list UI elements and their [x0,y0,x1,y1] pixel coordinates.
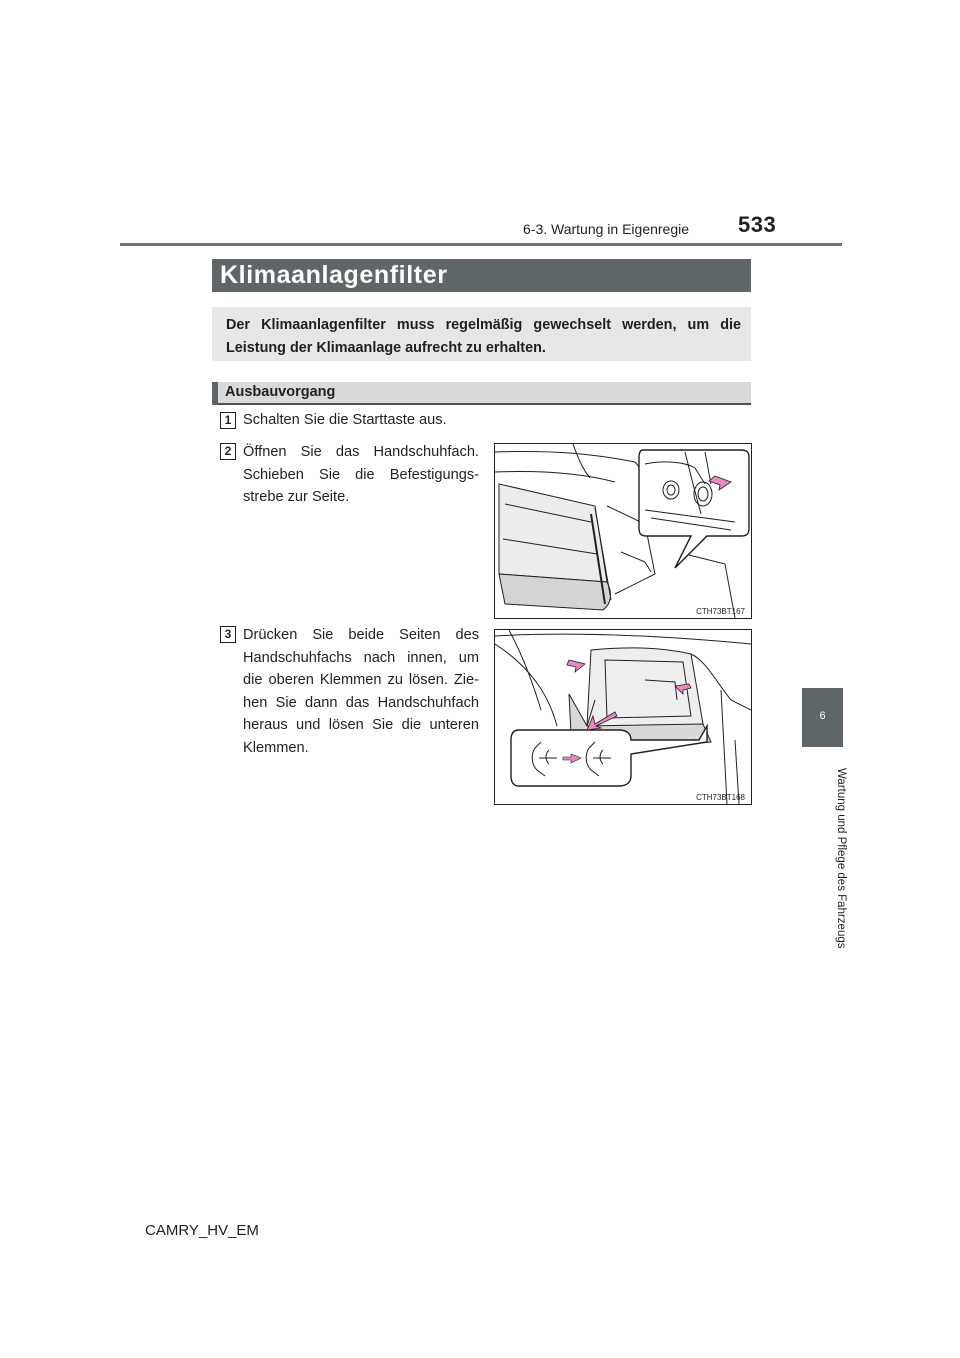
chapter-number: 6 [819,710,826,722]
header-rule [120,243,842,246]
section-title: Klimaanlagenfilter [220,261,448,289]
figure-glovebox-removal [494,629,752,805]
section-reference: 6-3. Wartung in Eigenregie [523,221,690,237]
page-number: 533 [738,212,777,237]
step-text-3: Drücken Sie beide Seiten des Handschuhfachs nach innen, um die oberen Klemmen zu lösen. Zie-hen Sie dann das Handschuhfach heraus und lösen Sie die unteren Klemmen. [243,627,479,756]
chapter-title: Wartung und Pflege des Fahrzeugs [835,768,847,949]
subsection-title: Ausbauvorgang [225,384,336,400]
figure-code-2: CTH73BT168 [696,793,745,802]
glovebox-strut-illustration [495,444,751,618]
figure-code-1: CTH73BT167 [696,607,745,616]
step-number-1: 1 [220,412,236,429]
step-text-2: Öffnen Sie das Handschuhfach. Schieben Sie die Befestigungs-strebe zur Seite. [243,444,479,506]
step-number-3: 3 [220,626,236,643]
intro-text: Der Klimaanlagenfilter muss regelmäßig gewechselt werden, um die Leistung der Klimaanlage aufrecht zu erhalten. [226,317,741,356]
chapter-tab [802,688,843,747]
section-title-bar [212,259,751,292]
step-number-2: 2 [220,443,236,460]
subsection-header [212,382,751,405]
subsection-accent [212,382,218,405]
step-text-1: Schalten Sie die Starttaste aus. [243,412,447,428]
glovebox-removal-illustration [495,630,751,804]
figure-glovebox-strut [494,443,752,619]
footer-model-code: CAMRY_HV_EM [145,1222,259,1239]
push-arrow-icon [567,660,585,672]
intro-box [212,307,751,361]
